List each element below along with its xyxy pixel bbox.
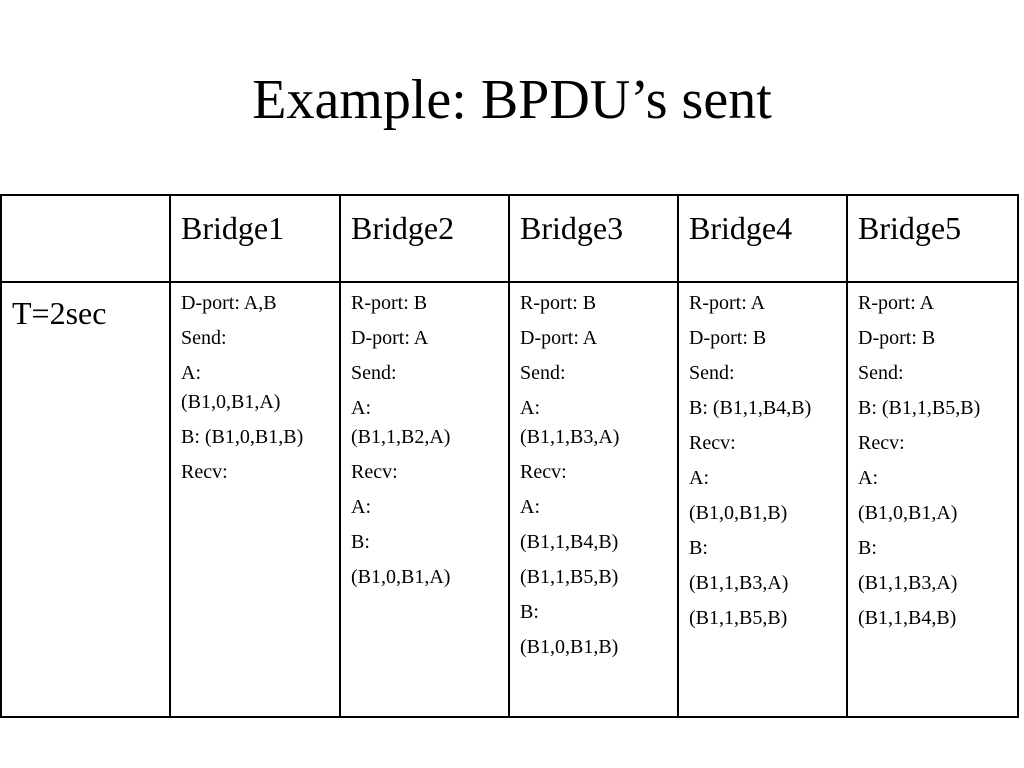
cell-line: D-port: A,B — [181, 292, 277, 314]
table-corner-cell — [1, 195, 170, 282]
table-row — [1, 282, 1018, 717]
cell-line: Recv: — [858, 432, 905, 454]
cell-line: Recv: — [689, 432, 736, 454]
cell-line: A: — [520, 397, 540, 419]
cell-line: B: — [351, 531, 370, 553]
cell-line: A: — [689, 467, 709, 489]
cell-line: (B1,0,B1,B) — [520, 636, 619, 658]
cell-line: A: — [520, 496, 540, 518]
cell-line: (B1,1,B4,B) — [858, 607, 957, 629]
cell-line: Recv: — [351, 461, 398, 483]
cell-line: A: — [858, 467, 878, 489]
cell-line: Send: — [351, 362, 397, 384]
cell-bridge2 — [340, 282, 509, 717]
cell-line: D-port: B — [689, 327, 767, 349]
cell-line: (B1,1,B5,B) — [689, 607, 788, 629]
cell-line: B: — [689, 537, 708, 559]
row-label-time: T=2sec — [1, 282, 170, 717]
cell-line: (B1,0,B1,B) — [689, 502, 788, 524]
cell-line: (B1,0,B1,A) — [181, 391, 281, 413]
cell-bridge5 — [847, 282, 1018, 717]
cell-line: Send: — [181, 327, 227, 349]
cell-line: D-port: A — [520, 327, 598, 349]
column-header-bridge3: Bridge3 — [509, 195, 678, 282]
cell-line: A: — [181, 362, 201, 384]
cell-line: Send: — [858, 362, 904, 384]
cell-line: D-port: A — [351, 327, 429, 349]
cell-line: Send: — [689, 362, 735, 384]
cell-line: (B1,1,B4,B) — [520, 531, 619, 553]
cell-line: B: (B1,1,B4,B) — [689, 397, 812, 419]
cell-line: B: (B1,0,B1,B) — [181, 426, 304, 448]
cell-line: (B1,1,B3,A) — [689, 572, 789, 594]
cell-line: R-port: A — [689, 292, 766, 314]
cell-line: (B1,1,B3,A) — [520, 426, 620, 448]
cell-line: R-port: B — [351, 292, 428, 314]
cell-line: B: — [520, 601, 539, 623]
cell-line: Recv: — [520, 461, 567, 483]
cell-line: (B1,0,B1,A) — [351, 566, 451, 588]
slide-title: Example: BPDU’s sent — [252, 69, 772, 131]
cell-bridge4 — [678, 282, 847, 717]
column-header-bridge4: Bridge4 — [678, 195, 847, 282]
column-header-bridge1: Bridge1 — [170, 195, 340, 282]
cell-line: R-port: B — [520, 292, 597, 314]
cell-bridge1 — [170, 282, 340, 717]
cell-line: (B1,1,B5,B) — [520, 566, 619, 588]
cell-line: (B1,1,B2,A) — [351, 426, 451, 448]
cell-line: A: — [351, 496, 371, 518]
cell-line: A: — [351, 397, 371, 419]
cell-line: Recv: — [181, 461, 228, 483]
cell-line: D-port: B — [858, 327, 936, 349]
cell-bridge3 — [509, 282, 678, 717]
cell-line: B: (B1,1,B5,B) — [858, 397, 981, 419]
column-header-bridge2: Bridge2 — [340, 195, 509, 282]
cell-line: (B1,0,B1,A) — [858, 502, 958, 524]
cell-line: Send: — [520, 362, 566, 384]
cell-line: R-port: A — [858, 292, 935, 314]
cell-line: (B1,1,B3,A) — [858, 572, 958, 594]
column-header-bridge5: Bridge5 — [847, 195, 1018, 282]
table-header-row — [1, 195, 1018, 282]
bpdu-table — [0, 194, 1019, 718]
cell-line: B: — [858, 537, 877, 559]
